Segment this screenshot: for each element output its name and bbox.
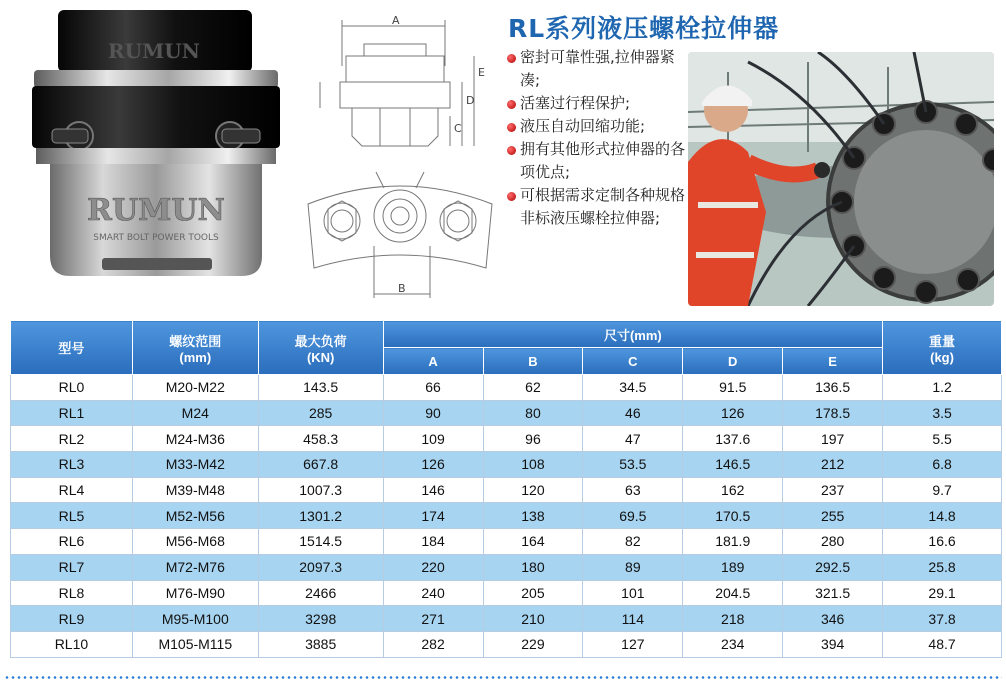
- header-dim-a: A: [383, 348, 483, 375]
- cell-load: 3885: [258, 631, 383, 657]
- cell-dim-d: 181.9: [683, 529, 783, 555]
- cell-load: 458.3: [258, 426, 383, 452]
- cell-thread: M24: [132, 400, 258, 426]
- page-title: RL系列液压螺栓拉伸器: [508, 14, 780, 43]
- header-weight-unit: (kg): [930, 349, 954, 365]
- cell-load: 2097.3: [258, 554, 383, 580]
- cell-load: 1514.5: [258, 529, 383, 555]
- header-row-1: [11, 321, 1002, 348]
- cell-weight: 25.8: [883, 554, 1002, 580]
- table-row: [11, 426, 1002, 452]
- cell-dim-e: 212: [783, 452, 883, 478]
- cell-dim-e: 292.5: [783, 554, 883, 580]
- header-weight: [883, 321, 1002, 375]
- cell-dim-a: 282: [383, 631, 483, 657]
- table-row: [11, 477, 1002, 503]
- cell-weight: 1.2: [883, 375, 1002, 401]
- cell-weight: 29.1: [883, 580, 1002, 606]
- feature-text: 液压自动回缩功能;: [520, 117, 646, 135]
- cell-dim-c: 63: [583, 477, 683, 503]
- bullet-icon: [507, 192, 516, 201]
- cell-dim-a: 271: [383, 606, 483, 632]
- cell-weight: 9.7: [883, 477, 1002, 503]
- table-row: [11, 503, 1002, 529]
- table-row: [11, 400, 1002, 426]
- cell-dim-d: 146.5: [683, 452, 783, 478]
- feature-text: 可根据需求定制各种规格非标液压螺栓拉伸器;: [520, 186, 686, 227]
- cell-dim-c: 82: [583, 529, 683, 555]
- cell-thread: M72-M76: [132, 554, 258, 580]
- feature-text: 活塞过行程保护;: [520, 94, 631, 112]
- cell-load: 2466: [258, 580, 383, 606]
- cell-dim-c: 34.5: [583, 375, 683, 401]
- header-thread-label: 螺纹范围: [169, 333, 222, 349]
- cell-dim-c: 47: [583, 426, 683, 452]
- cell-thread: M39-M48: [132, 477, 258, 503]
- cell-dim-b: 62: [483, 375, 583, 401]
- cell-thread: M76-M90: [132, 580, 258, 606]
- cell-model: RL6: [11, 529, 133, 555]
- technical-drawing: [300, 6, 500, 298]
- cell-weight: 6.8: [883, 452, 1002, 478]
- bullet-icon: [507, 100, 516, 109]
- bullet-icon: [507, 54, 516, 63]
- cell-model: RL1: [11, 400, 133, 426]
- cell-dim-b: 80: [483, 400, 583, 426]
- spec-table: [10, 320, 1002, 658]
- cell-dim-c: 89: [583, 554, 683, 580]
- spec-table-body: [11, 375, 1002, 658]
- cell-dim-a: 174: [383, 503, 483, 529]
- cell-model: RL9: [11, 606, 133, 632]
- header-load-unit: (KN): [306, 349, 335, 365]
- feature-text: 密封可靠性强,拉伸器紧凑;: [520, 48, 675, 89]
- cell-thread: M24-M36: [132, 426, 258, 452]
- cell-load: 1007.3: [258, 477, 383, 503]
- dim-label-e: E: [478, 66, 485, 79]
- table-row: [11, 452, 1002, 478]
- cell-dim-c: 53.5: [583, 452, 683, 478]
- cell-dim-d: 218: [683, 606, 783, 632]
- cell-dim-e: 321.5: [783, 580, 883, 606]
- cell-dim-c: 101: [583, 580, 683, 606]
- cell-dim-e: 136.5: [783, 375, 883, 401]
- cell-dim-e: 280: [783, 529, 883, 555]
- cell-dim-e: 237: [783, 477, 883, 503]
- cell-thread: M20-M22: [132, 375, 258, 401]
- cell-dim-a: 90: [383, 400, 483, 426]
- feature-text: 拥有其他形式拉伸器的各项优点;: [520, 140, 686, 181]
- cell-weight: 37.8: [883, 606, 1002, 632]
- brand-sub: SMART BOLT POWER TOOLS: [93, 233, 219, 243]
- feature-list: [506, 46, 690, 230]
- cell-dim-a: 220: [383, 554, 483, 580]
- cell-model: RL2: [11, 426, 133, 452]
- cell-dim-b: 108: [483, 452, 583, 478]
- cell-dim-a: 240: [383, 580, 483, 606]
- header-thread-unit: (mm): [179, 349, 212, 365]
- cell-dim-b: 205: [483, 580, 583, 606]
- cell-model: RL8: [11, 580, 133, 606]
- header-dim-c: C: [583, 348, 683, 375]
- header-dim-e: E: [783, 348, 883, 375]
- cell-dim-e: 178.5: [783, 400, 883, 426]
- table-row: [11, 606, 1002, 632]
- header-dims: 尺寸(mm): [383, 321, 882, 348]
- header-thread: [132, 321, 258, 375]
- cell-weight: 48.7: [883, 631, 1002, 657]
- brand-top: RUMUN: [108, 39, 200, 63]
- cell-dim-b: 164: [483, 529, 583, 555]
- cell-dim-d: 189: [683, 554, 783, 580]
- table-row: [11, 375, 1002, 401]
- feature-item: [506, 92, 690, 115]
- cell-model: RL5: [11, 503, 133, 529]
- cell-model: RL7: [11, 554, 133, 580]
- bullet-icon: [507, 146, 516, 155]
- cell-model: RL4: [11, 477, 133, 503]
- cell-dim-c: 114: [583, 606, 683, 632]
- cell-thread: M105-M115: [132, 631, 258, 657]
- header-dim-b: B: [483, 348, 583, 375]
- header-model: 型号: [11, 321, 133, 375]
- cell-weight: 5.5: [883, 426, 1002, 452]
- table-row: [11, 580, 1002, 606]
- cell-dim-a: 146: [383, 477, 483, 503]
- cell-dim-d: 234: [683, 631, 783, 657]
- cell-dim-b: 138: [483, 503, 583, 529]
- site-photo: [688, 52, 994, 306]
- cell-load: 3298: [258, 606, 383, 632]
- cell-weight: 16.6: [883, 529, 1002, 555]
- dim-label-c: C: [454, 122, 462, 135]
- cell-dim-b: 229: [483, 631, 583, 657]
- cell-dim-c: 127: [583, 631, 683, 657]
- brand-body: RUMUN: [87, 193, 225, 228]
- feature-item: [506, 115, 690, 138]
- cell-load: 667.8: [258, 452, 383, 478]
- feature-item: [506, 138, 690, 184]
- cell-thread: M52-M56: [132, 503, 258, 529]
- cell-dim-d: 170.5: [683, 503, 783, 529]
- cell-dim-a: 126: [383, 452, 483, 478]
- cell-model: RL0: [11, 375, 133, 401]
- cell-dim-b: 96: [483, 426, 583, 452]
- cell-dim-d: 137.6: [683, 426, 783, 452]
- feature-item: [506, 46, 690, 92]
- table-row: [11, 554, 1002, 580]
- cell-dim-c: 69.5: [583, 503, 683, 529]
- bullet-icon: [507, 123, 516, 132]
- feature-item: [506, 184, 690, 230]
- cell-dim-a: 66: [383, 375, 483, 401]
- cell-dim-e: 255: [783, 503, 883, 529]
- cell-dim-c: 46: [583, 400, 683, 426]
- header-dim-d: D: [683, 348, 783, 375]
- header-load: [258, 321, 383, 375]
- cell-dim-e: 197: [783, 426, 883, 452]
- cell-dim-b: 120: [483, 477, 583, 503]
- cell-weight: 14.8: [883, 503, 1002, 529]
- cell-weight: 3.5: [883, 400, 1002, 426]
- cell-thread: M56-M68: [132, 529, 258, 555]
- cell-load: 285: [258, 400, 383, 426]
- dotted-divider: [4, 676, 1002, 679]
- cell-model: RL10: [11, 631, 133, 657]
- dim-label-a: A: [392, 14, 400, 27]
- table-row: [11, 529, 1002, 555]
- cell-dim-d: 204.5: [683, 580, 783, 606]
- cell-dim-e: 394: [783, 631, 883, 657]
- header-weight-label: 重量: [929, 333, 956, 349]
- cell-load: 143.5: [258, 375, 383, 401]
- cell-dim-a: 109: [383, 426, 483, 452]
- cell-thread: M95-M100: [132, 606, 258, 632]
- dim-label-d: D: [466, 94, 475, 107]
- dim-label-b: B: [398, 282, 406, 295]
- cell-dim-b: 180: [483, 554, 583, 580]
- cell-dim-d: 91.5: [683, 375, 783, 401]
- cell-load: 1301.2: [258, 503, 383, 529]
- cell-dim-a: 184: [383, 529, 483, 555]
- product-photo: [22, 8, 290, 290]
- cell-model: RL3: [11, 452, 133, 478]
- cell-dim-e: 346: [783, 606, 883, 632]
- cell-thread: M33-M42: [132, 452, 258, 478]
- cell-dim-b: 210: [483, 606, 583, 632]
- cell-dim-d: 162: [683, 477, 783, 503]
- table-row: [11, 631, 1002, 657]
- cell-dim-d: 126: [683, 400, 783, 426]
- header-load-label: 最大负荷: [294, 333, 347, 349]
